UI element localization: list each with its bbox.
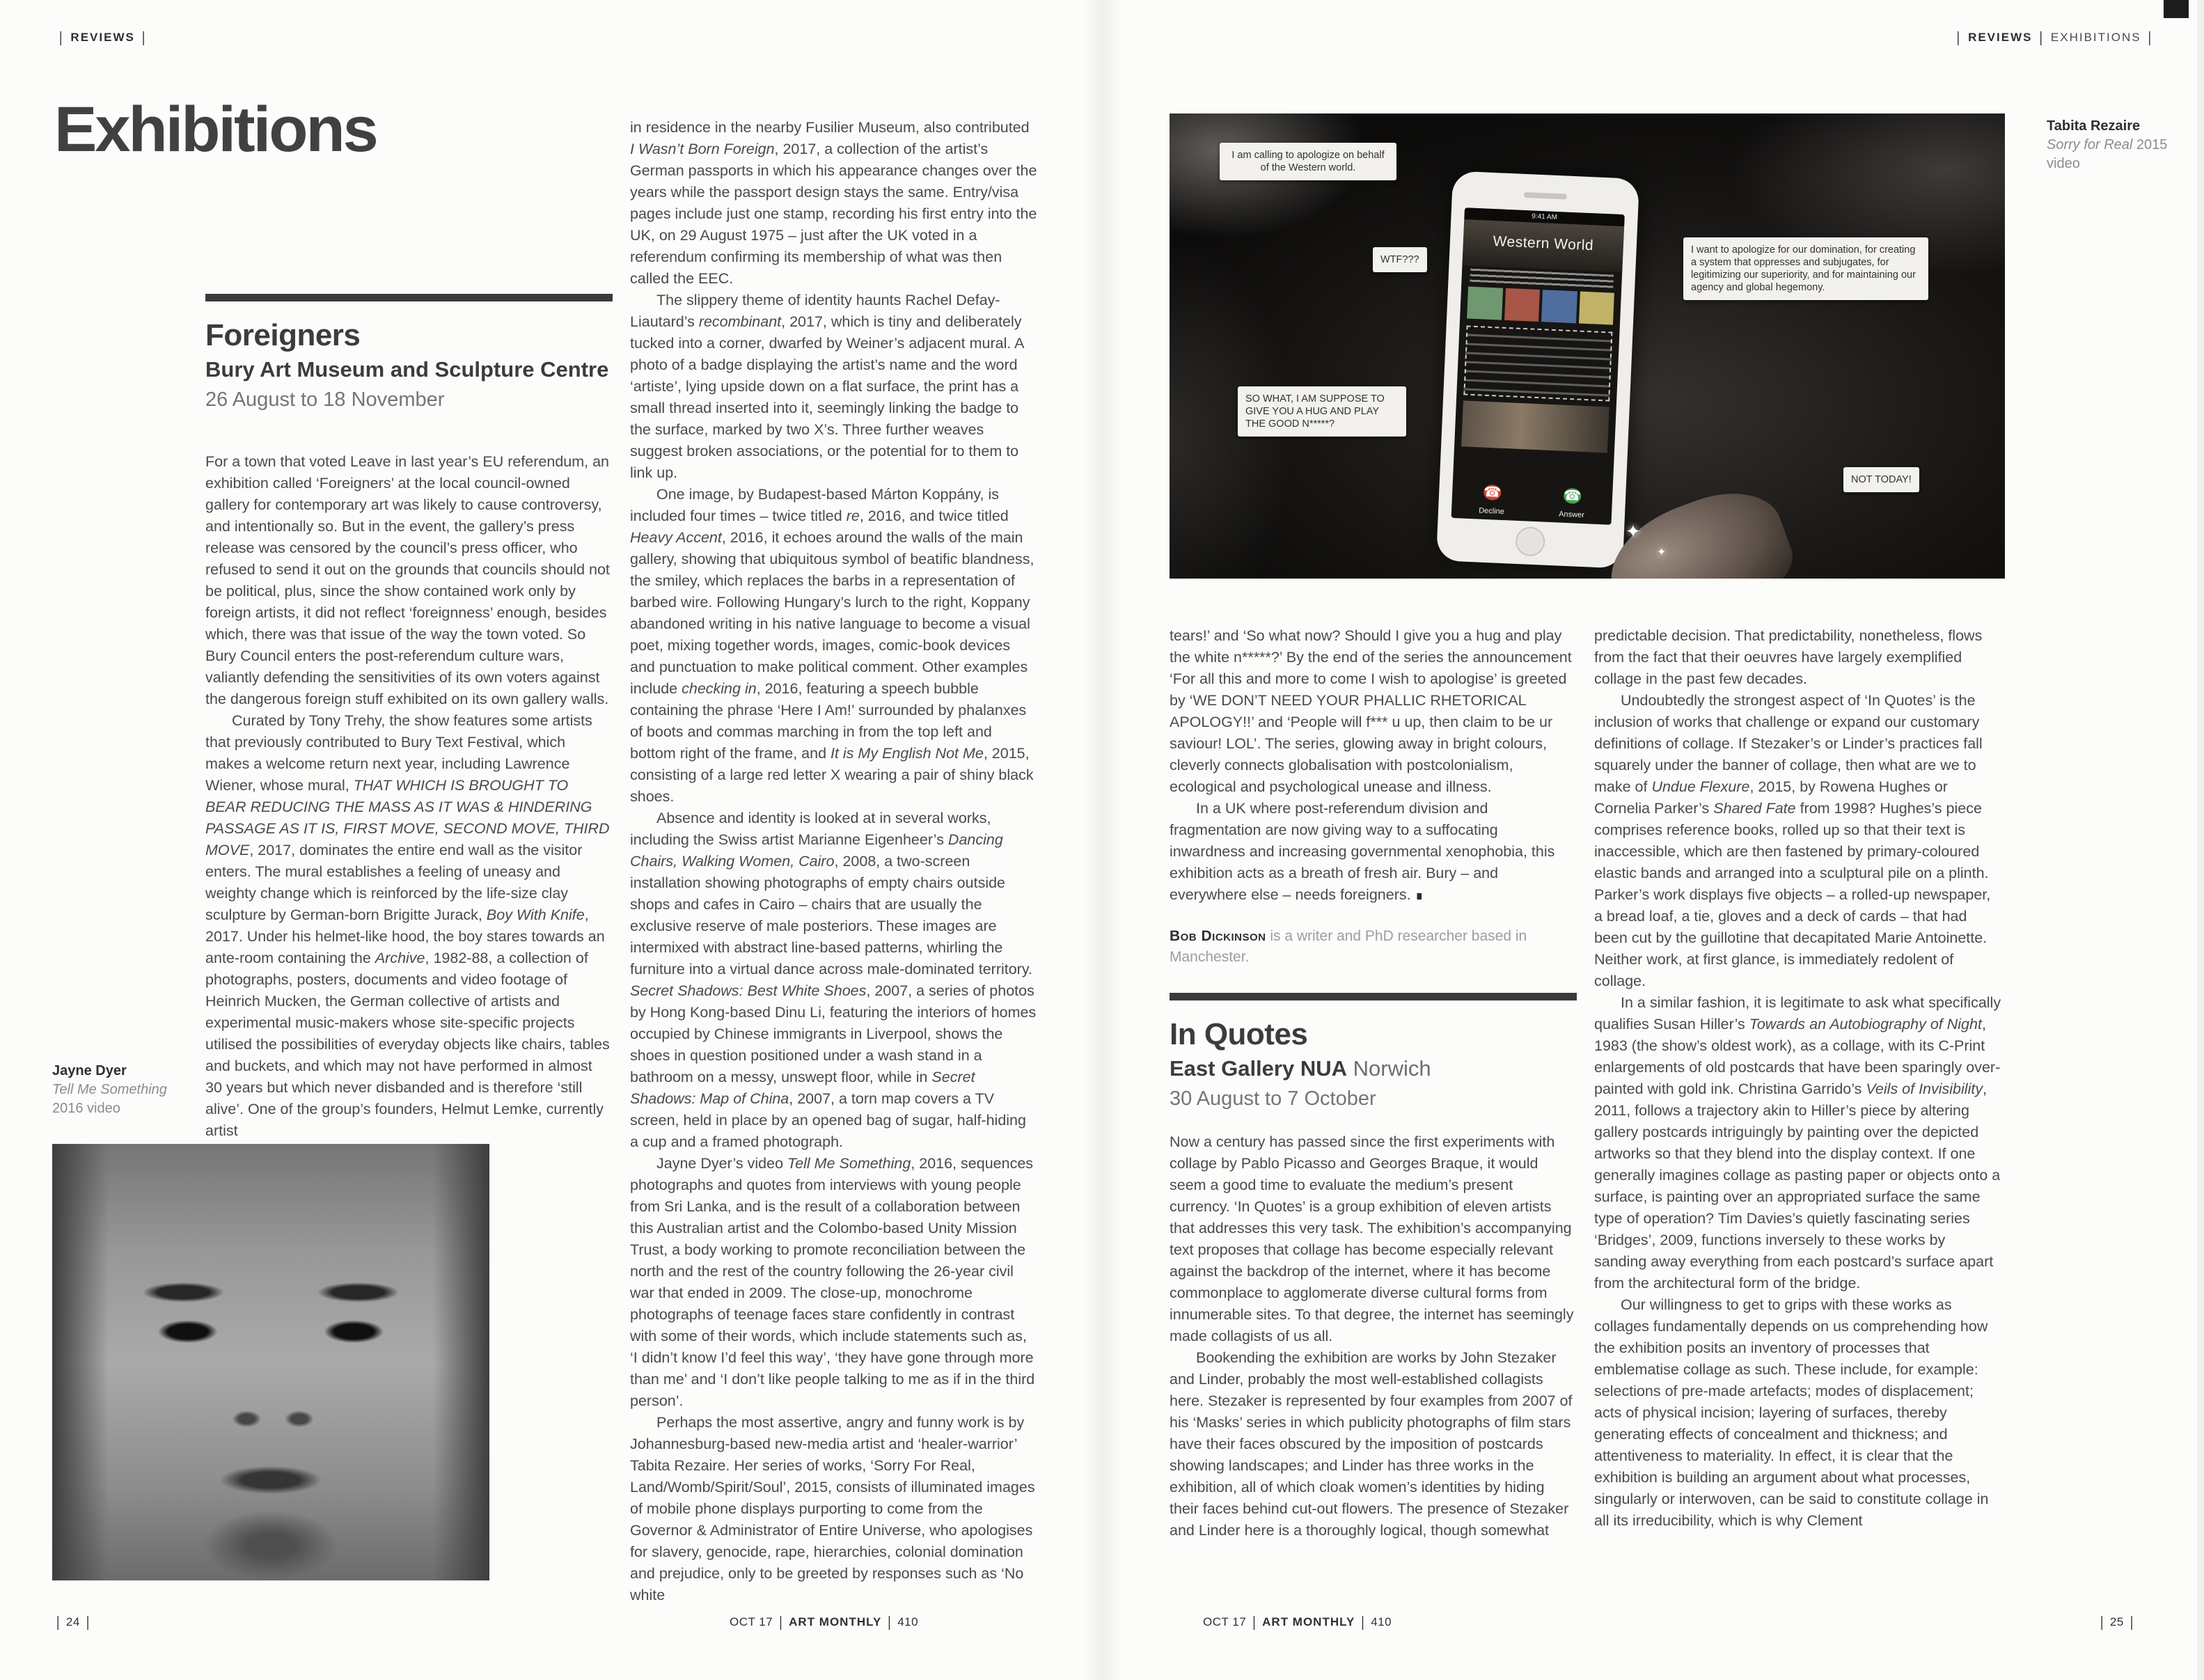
caption-detail: 2016 video [52,1101,120,1116]
body-paragraph: tears!’ and ‘So what now? Should I give you a hug and play the white n*****?’ By the end of the series the announcement ‘For all this and more to come I wish to apologise’ is greeted by ‘WE DON’T NEED YOUR PHALLIC RHETORICAL APOLOGY!!’ and ‘People will f*** u up, then claim to be ur saviour! LOL’. The series, glowing away in bright colours, cleverly connects globalisation with postcolonialism, ecological and psychological unease and illness. [1170,627,1572,795]
page-gutter [1083,0,1121,1680]
article-venue [205,357,613,382]
caption-work-title: Sorry for Real [2047,137,2133,152]
column-3-top [1170,625,1577,906]
phone-call-bar [1451,478,1613,521]
body-paragraph: For a town that voted Leave in last year’s EU referendum, an exhibition called ‘Foreigners’ at the local council-owned gallery for contemporary art was likely to cause controversy, and intentionally so. But in the event, the gallery’s press release was censored by the council’s press officer, who refused to send it out on the grounds that councils should not be political, plus, since the show contained work only by foreign artists, it did not reflect ‘foreignness’ enough, besides which, there was that issue of the way the town voted. So Bury Council enters the post-referendum culture wars, valiantly defending the sensitivities of its own voters against the dangerous foreign stuff exhibited on its own gallery walls. [205,453,610,707]
phone-dashed-textbox [1463,325,1612,401]
foreigners-article-header [205,294,613,411]
issue-month: OCT 17 [1203,1615,1247,1628]
pipe-separator: | [1956,29,1962,46]
article-dates: 30 August to 7 October [1170,1087,1376,1110]
thumbnail [1541,290,1577,323]
pipe-separator: | [1252,1613,1257,1631]
section-rule [1170,993,1577,1000]
author-description: is a writer and PhD researcher based in Manchester. [1170,928,1527,965]
body-paragraph: The slippery theme of identity haunts Rachel Defay-Liautard’s recombinant, 2017, which is tiny and deliberately tucked into a corner, dwarfed by Weiner’s adjacent mural. A photo of a badge displaying the artist’s name and the word ‘artiste’, lying upside down on a flat surface, the print has a small thread inserted into it, seemingly linking the badge to the surface, marked by two X’s. Three further weaves suggest broken associations, or the potential for to them to link up. [630,292,1024,481]
venue-name: East Gallery NUA [1170,1056,1347,1081]
page-title: Exhibitions [54,94,377,165]
issue-footer-right [1203,1615,1392,1629]
article-title: In Quotes [1170,1017,1308,1051]
pipe-separator: | [779,1613,783,1631]
body-paragraph: predictable decision. That predictability, nonetheless, flows from the fact that their oeuvres have largely exemplified collage in the past few decades. [1594,627,1983,687]
answer-button [1559,482,1586,520]
phone-status-bar: 9:41 AM [1464,207,1625,226]
venue-city: Norwich [1347,1056,1431,1081]
decline-button [1479,479,1506,517]
pipe-separator: | [59,29,64,46]
body-paragraph: Bookending the exhibition are works by John Stezaker and Linder, probably the most well-established collagists here. Stezaker is represented by four examples from 2007 of his ‘Masks’ series in which publicity photographs of film stars have their faces obscured by the imposition of postcards showing landscapes; and Linder has three works in the exhibition, all of which cloak women’s identities by hiding their faces behind cut-out flowers. The presence of Stezaker and Linder here is a thoroughly logical, though somewhat [1170,1349,1573,1539]
decline-label: Decline [1478,506,1505,517]
article-title: Foreigners [205,318,361,352]
author-byline [1170,926,1577,968]
pipe-separator: | [86,1613,90,1631]
body-paragraph: Jayne Dyer’s video Tell Me Something, 2016, sequences photographs and quotes from interviews with young people from Sri Lanka, and is the result of a collaboration between this Australian artist and the Colombo-based Unity Mission Trust, a body working to promote reconciliation between the north and the rest of the country following the 26-year civil war that ended in 2009. The close-up, monochrome photographs of teenage faces stare confidently in contrast with some of their words, which include statements such as, ‘I didn’t know I’d feel this way’, ‘they have gone through more than me’ and ‘I don’t like people talking to me as if in the third person’. [630,1155,1035,1409]
caption-year: 2015 [2132,137,2168,152]
phone-thumbnails [1460,282,1621,327]
header-right [1950,31,2159,45]
page-number: 24 [65,1615,80,1628]
pipe-separator: | [2148,29,2152,46]
iphone [1436,171,1639,568]
speech-bubble-calling: I am calling to apologize on behalf of the Western world. [1220,143,1396,180]
scan-edge [2197,0,2204,1680]
issue-number: 410 [1371,1615,1392,1628]
pipe-separator: | [2130,1613,2134,1631]
caption-detail: video [2047,156,2080,171]
caption-work-title: Tell Me Something [52,1082,167,1097]
venue-name: Bury Art Museum and Sculpture Centre [205,357,609,382]
header-reviews-label: REVIEWS [1968,31,2033,44]
thumbnail [1467,287,1502,320]
body-paragraph: In a UK where post-referendum division and fragmentation are now giving way to a suffocating inwardness and increasing governmental xenophobia, this exhibition acts as a breath of fresh air. Bury – and everywhere else – needs foreigners. ∎ [1170,800,1555,903]
jayne-dyer-video-still [52,1144,489,1580]
decline-phone-icon: ☎ [1483,484,1502,501]
pipe-separator: | [1361,1613,1365,1631]
thumbnail [1504,288,1540,322]
magazine-brand: ART MONTHLY [789,1615,882,1628]
sparkle-icon: ✦ [1626,521,1641,542]
header-reviews-label: REVIEWS [70,31,135,44]
column-3-bottom [1170,1131,1577,1541]
body-paragraph: Perhaps the most assertive, angry and funny work is by Johannesburg-based new-media artist and ‘healer-warrior’ Tabita Rezaire. Her series of works, ‘Sorry For Real, Land/Womb/Spirit/Soul’, 2015, consists of illuminated images of mobile phone displays purporting to come from the Governor & Administrator of Entire Universe, who apologises for slavery, genocide, rape, hierarchies, colonial domination and prejudice, only to be greeted by responses such as ‘No white [630,1414,1035,1603]
phone-screen-title: Western World [1462,219,1624,272]
corner-mark [2164,0,2189,18]
body-paragraph: In a similar fashion, it is legitimate to ask what specifically qualifies Susan Hiller’s Towards an Autobiography of Night, 1983 (the show’s oldest work), as a collage, with its C-Print enlargements of old postcards that have been sparingly over-painted with gold ink. Christina Garrido’s Veils of Invisibility, 2011, follows a trajectory akin to Hiller’s piece by altering gallery postcards intriguingly by painting over the depicted artworks so that they blend into the display context. If one generally imagines collage as pasting paper or objects onto a surface, is painting over an appropriated surface the same type of operation? Tim Davies’s quietly fascinating series ‘Bridges’, 2009, functions inversely to these works by sanding away everything from each postcard’s surface apart from the architectural form of the bridge. [1594,994,2001,1292]
issue-month: OCT 17 [730,1615,773,1628]
caption-artist: Tabita Rezaire [2047,118,2141,134]
article-dates: 26 August to 18 November [205,388,445,411]
phone-screen [1451,207,1625,525]
phone-speaker [1524,192,1567,200]
magazine-brand: ART MONTHLY [1262,1615,1355,1628]
sparkle-icon: ✦ [1657,547,1667,558]
phone-media-band [1461,400,1609,453]
column-4 [1594,625,2001,1532]
body-paragraph: Undoubtedly the strongest aspect of ‘In Quotes’ is the inclusion of works that challenge or expand our customary definitions of collage. If Stezaker’s or Linder’s practices fall squarely under the banner of collage, then what are we to make of Undue Flexure, 2015, by Rowena Hughes or Cornelia Parker’s Shared Fate from 1998? Hughes’s piece comprises reference books, rolled up so that their text is inaccessible, which are then fastened by primary-coloured elastic bands and arranged into a sculptural pile on a plinth. Parker’s work displays five objects – a rolled-up newspaper, a bread loaf, a tie, gloves and a deck of cards – that had been cut by the guillotine that decapitated Marie Antoinette. Neither work, at first glance, is immediately redolent of collage. [1594,692,1991,989]
body-paragraph: Absence and identity is looked at in several works, including the Swiss artist Marianne Eigenheer’s Dancing Chairs, Walking Women, Cairo, 2008, a two-screen installation showing photographs of empty chairs outside shops and cafes in Cairo – chairs that are usually the exclusive reserve of male posteriors. These images are intermixed with abstract line-based patterns, whirling the furniture into a virtual dance across male-dominated territory. Secret Shadows: Best White Shoes, 2007, a series of photos by Hong Kong-based Dinu Li, featuring the interiors of homes occupied by Chinese immigrants in Liverpool, shows the shoes in question positioned under a wash stand in a bathroom on a messy, unswept floor, while in Secret Shadows: Map of China, 2007, a torn map covers a TV screen, held in place by an opened bag of sugar, half-hiding a cup and a framed photograph. [630,810,1037,1150]
article-venue [1170,1056,1577,1081]
body-paragraph: One image, by Budapest-based Márton Koppány, is included four times – twice titled re, 2016, and twice titled Heavy Accent, 2016, it echoes around the walls of the main gallery, showing that ubiquitous symbol of beatific blandness, the smiley, which replaces the barbs in a representation of barbed wire. Following Hungary’s lurch to the right, Koppany abandoned writing in his native language to become a visual poet, mixing together words, images, comic-book devices and punctuation to make political comment. Other examples include checking in, 2016, featuring a speech bubble containing the phrase ‘Here I Am!’ surrounded by phalanxes of boots and commas marching in from the top left and bottom right of the frame, and It is My English Not Me, 2015, consisting of a large red letter X wearing a pair of shiny black shoes. [630,486,1034,805]
speech-bubble-wtf: WTF??? [1373,247,1427,272]
pipe-separator: | [888,1613,892,1631]
answer-phone-icon: ☎ [1563,487,1582,504]
body-paragraph: in residence in the nearby Fusilier Museum, also contributed I Wasn’t Born Foreign, 2017, a collection of the artist’s German passports in which his appearance changes over the years while the passport design stays the same. Entry/visa pages include just one stamp, recording his first entry into the UK, on 29 August 1975 – just after the UK voted in a referendum confirming its membership of what was then called the EEC. [630,119,1037,287]
speech-bubble-apology: I want to apologize for our domination, for creating a system that oppresses and subjugates, for legitimizing our superiority, and for maintaining our agency and global hegemony. [1683,237,1928,300]
speech-bubble-so-what: SO WHAT, I AM SUPPOSE TO GIVE YOU A HUG AND PLAY THE GOOD N*****? [1238,386,1406,437]
column-3 [1170,625,1577,1541]
author-name: Bob Dickinson [1170,928,1266,944]
caption-tabita-rezaire [2047,117,2186,173]
header-left [52,31,153,45]
thumbnail [1578,292,1614,325]
answer-label: Answer [1558,510,1585,520]
issue-number: 410 [897,1615,919,1628]
speech-bubble-not-today: NOT TODAY! [1843,467,1919,492]
body-paragraph: Now a century has passed since the first experiments with collage by Pablo Picasso and Georges Braque, it would seem a good time to evaluate the medium’s present currency. ‘In Quotes’ is a group exhibition of eleven artists that addresses this very task. The exhibition’s accompanying text proposes that collage has become especially relevant against the backdrop of the internet, where it has become commonplace to agglomerate diverse cultural forms from innumerable sites. To that degree, the internet has seemingly made collagists of us all. [1170,1133,1574,1345]
issue-footer-left [730,1615,918,1629]
body-paragraph: Curated by Tony Trehy, the show features some artists that previously contributed to Bury Text Festival, which makes a welcome return next year, including Lawrence Wiener, whose mural, THAT WHICH IS BROUGHT TO BEAR REDUCING THE MASS AS IT WAS & HINDERING PASSAGE AS IT IS, FIRST MOVE, SECOND MOVE, THIRD MOVE, 2017, dominates the entire end wall as the visitor enters. The mural establishes a feeling of uneasy and weighty change which is reinforced by the life-size clay sculpture by German-born Brigitte Jurack, Boy With Knife, 2017. Under his helmet-like hood, the boy stares towards an ante-room containing the Archive, 1982-88, a collection of photographs, posters, documents and video footage of Heinrich Mucken, the German collective of artists and experimental music-makers whose site-specific projects utilised the possibilities of everyday objects like chairs, tables and buckets, and which may not have performed in almost 30 years but which never disbanded and is therefore ‘still alive’. One of the group’s founders, Helmut Lemke, currently artist [205,712,610,1139]
in-quotes-article-header [1170,993,1577,1110]
pipe-separator: | [2100,1613,2104,1631]
page-number-right [2094,1615,2140,1629]
column-1 [205,451,613,1142]
page-number: 25 [2109,1615,2124,1628]
caption-jayne-dyer [52,1062,205,1118]
header-exhibitions-label: EXHIBITIONS [2050,31,2141,44]
tabita-rezaire-artwork-image [1170,113,2005,579]
pipe-separator: | [56,1613,60,1631]
section-rule [205,294,613,301]
caption-artist: Jayne Dyer [52,1063,127,1078]
phone-home-button [1515,526,1545,557]
pipe-separator: | [2039,29,2044,46]
pipe-separator: | [141,29,147,46]
body-paragraph: Our willingness to get to grips with these works as collages fundamentally depends on us comprehending how the exhibition posits an inventory of processes that emblematise collage as such. These include, for example: selections of pre-made artefacts; modes of displacement; acts of physical incision; layering of surfaces, thereby generating effects of concealment and thickness; and attentiveness to materiality. In effect, it is clear that the exhibition is building an argument about what processes, singularly or interwoven, can be said to constitute collage in all its irreducibility, which is why Clement [1594,1296,1989,1529]
column-2 [630,117,1037,1606]
page-number-left [50,1615,96,1629]
